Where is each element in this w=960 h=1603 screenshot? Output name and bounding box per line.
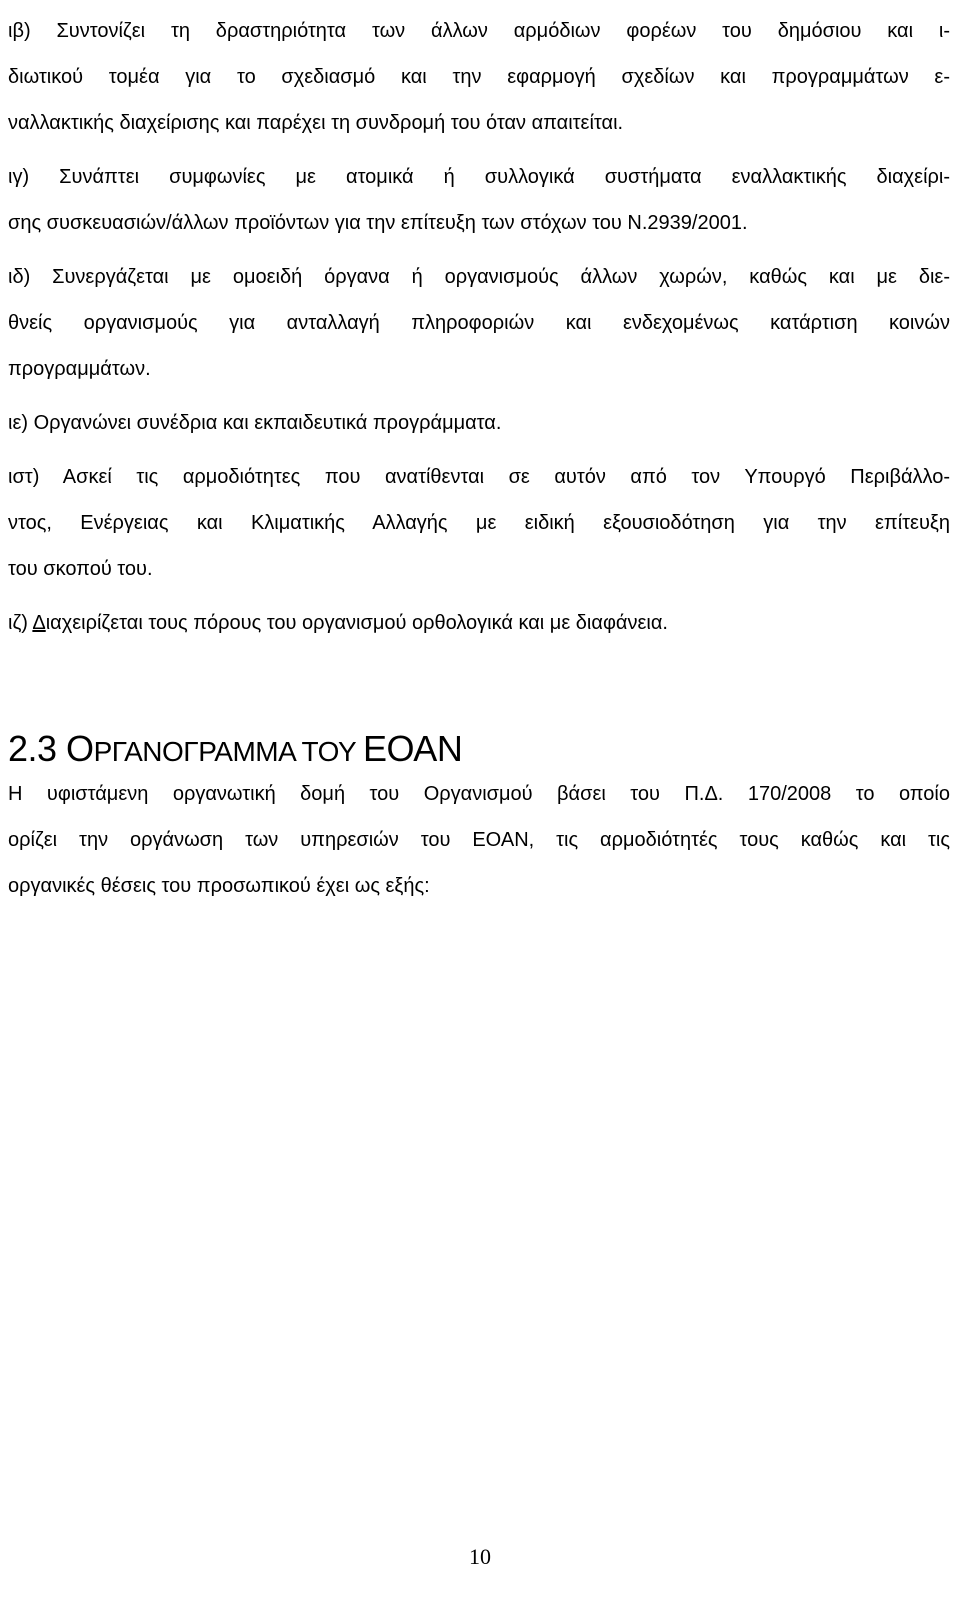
heading-initial: Ο — [66, 728, 94, 769]
document-body — [8, 0, 950, 646]
text-line: σης συσκευασιών/άλλων προϊόντων για την επίτευξη των στόχων του Ν.2939/2001. — [8, 212, 748, 234]
paragraph-iz — [8, 600, 950, 646]
paragraph-ist — [8, 454, 950, 592]
paragraph-iz-text: ιαχειρίζεται τους πόρους του οργανισμού ορθολογικά και με διαφάνεια. — [45, 612, 668, 634]
text-line: ιστ) Ασκεί τις αρμοδιότητες που ανατίθενται σε αυτόν από τον Υπουργό Περιβάλλο- — [8, 466, 950, 488]
text-line: ορίζει την οργάνωση των υπηρεσιών του ΕΟΑΝ, τις αρμοδιότητές τους καθώς και τις — [8, 829, 950, 851]
text-line: ιε) Οργανώνει συνέδρια και εκπαιδευτικά προγράμματα. — [8, 412, 502, 434]
section-heading — [8, 725, 462, 776]
text-line: οργανικές θέσεις του προσωπικού έχει ως εξής: — [8, 875, 430, 897]
underlined-letter: Δ — [32, 612, 46, 634]
page-number: 10 — [469, 1544, 491, 1569]
paragraph-ib — [8, 8, 950, 146]
text-line: προγραμμάτων. — [8, 358, 151, 380]
paragraph-ig — [8, 154, 950, 246]
text-line: ιδ) Συνεργάζεται με ομοειδή όργανα ή οργανισμούς άλλων χωρών, καθώς και με διε- — [8, 266, 950, 288]
text-line: διωτικού τομέα για το σχεδιασμό και την εφαρμογή σχεδίων και προγραμμάτων ε- — [8, 66, 950, 88]
text-line: Η υφιστάμενη οργανωτική δομή του Οργανισμού βάσει του Π.Δ. 170/2008 το οποίο — [8, 783, 950, 805]
heading-acronym: ΕΟΑΝ — [362, 728, 463, 769]
text-line: ιβ) Συντονίζει τη δραστηριότητα των άλλων αρμόδιων φορέων του δημόσιου και ι- — [8, 20, 950, 42]
paragraph-ie — [8, 400, 950, 446]
paragraph-id — [8, 254, 950, 392]
section-intro-paragraph — [8, 771, 950, 909]
paragraph-iz-prefix: ιζ) — [8, 612, 33, 634]
text-line: ιγ) Συνάπτει συμφωνίες με ατομικά ή συλλογικά συστήματα εναλλακτικής διαχείρι- — [8, 166, 950, 188]
text-line: του σκοπού του. — [8, 558, 153, 580]
text-line — [8, 600, 950, 646]
section-number: 2.3 — [8, 728, 67, 769]
text-line: ντος, Ενέργειας και Κλιματικής Αλλαγής με ειδική εξουσιοδότηση για την επίτευξη — [8, 512, 950, 534]
text-line: θνείς οργανισμούς για ανταλλαγή πληροφοριών και ενδεχομένως κατάρτιση κοινών — [8, 312, 950, 334]
text-line: ναλλακτικής διαχείρισης και παρέχει τη συνδρομή του όταν απαιτείται. — [8, 112, 624, 134]
heading-smallcaps: ΡΓΑΝΟΓΡΑΜΜΑ ΤΟΥ — [93, 736, 363, 767]
